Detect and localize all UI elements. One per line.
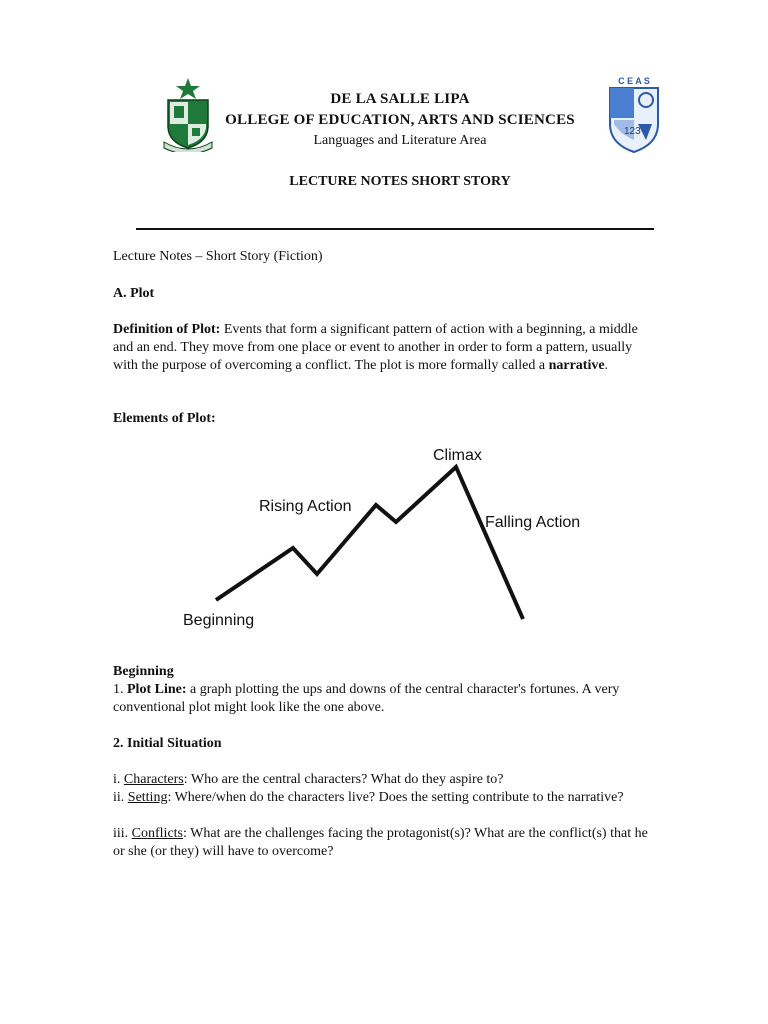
label-climax: Climax <box>433 447 482 464</box>
plot-diagram <box>170 438 600 638</box>
area-name: Languages and Literature Area <box>313 133 487 148</box>
plot-line-text: a graph plotting the ups and downs of the central character's fortunes. A very conventional plot might look like the one above. <box>113 682 620 715</box>
label-falling-action: Falling Action <box>485 514 581 531</box>
item-text: : Where/when do the characters live? Does the setting contribute to the narrative? <box>167 790 624 805</box>
initial-situation-heading: 2. Initial Situation <box>113 736 222 751</box>
situation-item-characters <box>113 771 648 789</box>
college-name: OLLEGE OF EDUCATION, ARTS AND SCIENCES <box>225 112 575 128</box>
situation-item-conflicts <box>113 825 648 861</box>
plot-line <box>216 467 523 619</box>
plot-line-label: Plot Line: <box>127 682 187 697</box>
plot-line-paragraph <box>113 681 648 717</box>
svg-text:123: 123 <box>624 126 641 137</box>
item-label: Setting <box>127 790 168 805</box>
beginning-heading: Beginning <box>113 664 174 679</box>
definition-end: . <box>604 358 609 373</box>
definition-bold-word: narrative <box>548 358 605 373</box>
item-text: : What are the challenges facing the protagonist(s)? What are the conflict(s) that he or she (or they) will have to overcome? <box>113 826 648 859</box>
item-number: ii. <box>113 790 128 805</box>
label-beginning: Beginning <box>183 612 255 629</box>
document-title: LECTURE NOTES SHORT STORY <box>289 174 511 189</box>
item-text: : Who are the central characters? What do they aspire to? <box>183 772 504 787</box>
plot-line-number: 1. <box>113 682 127 697</box>
item-label: Characters <box>123 772 184 787</box>
school-name: DE LA SALLE LIPA <box>330 91 470 107</box>
intro-line: Lecture Notes – Short Story (Fiction) <box>113 249 323 264</box>
elements-heading: Elements of Plot: <box>113 411 216 426</box>
item-label: Conflicts <box>131 826 184 841</box>
label-rising-action: Rising Action <box>259 498 352 515</box>
item-number: i. <box>113 772 124 787</box>
ceas-logo-text: C E A S <box>618 76 650 86</box>
plot-definition <box>113 321 648 375</box>
item-number: iii. <box>113 826 132 841</box>
section-a-heading: A. Plot <box>113 286 155 301</box>
definition-text: Events that form a significant pattern of action with a beginning, a middle and an end. They move from one place or event to another in order to form a pattern, usually with the purpose of overcoming a conflict. The plot is more formally called a <box>113 322 638 373</box>
header-divider <box>136 228 654 230</box>
situation-item-setting <box>113 789 648 807</box>
definition-label: Definition of Plot: <box>113 322 221 337</box>
